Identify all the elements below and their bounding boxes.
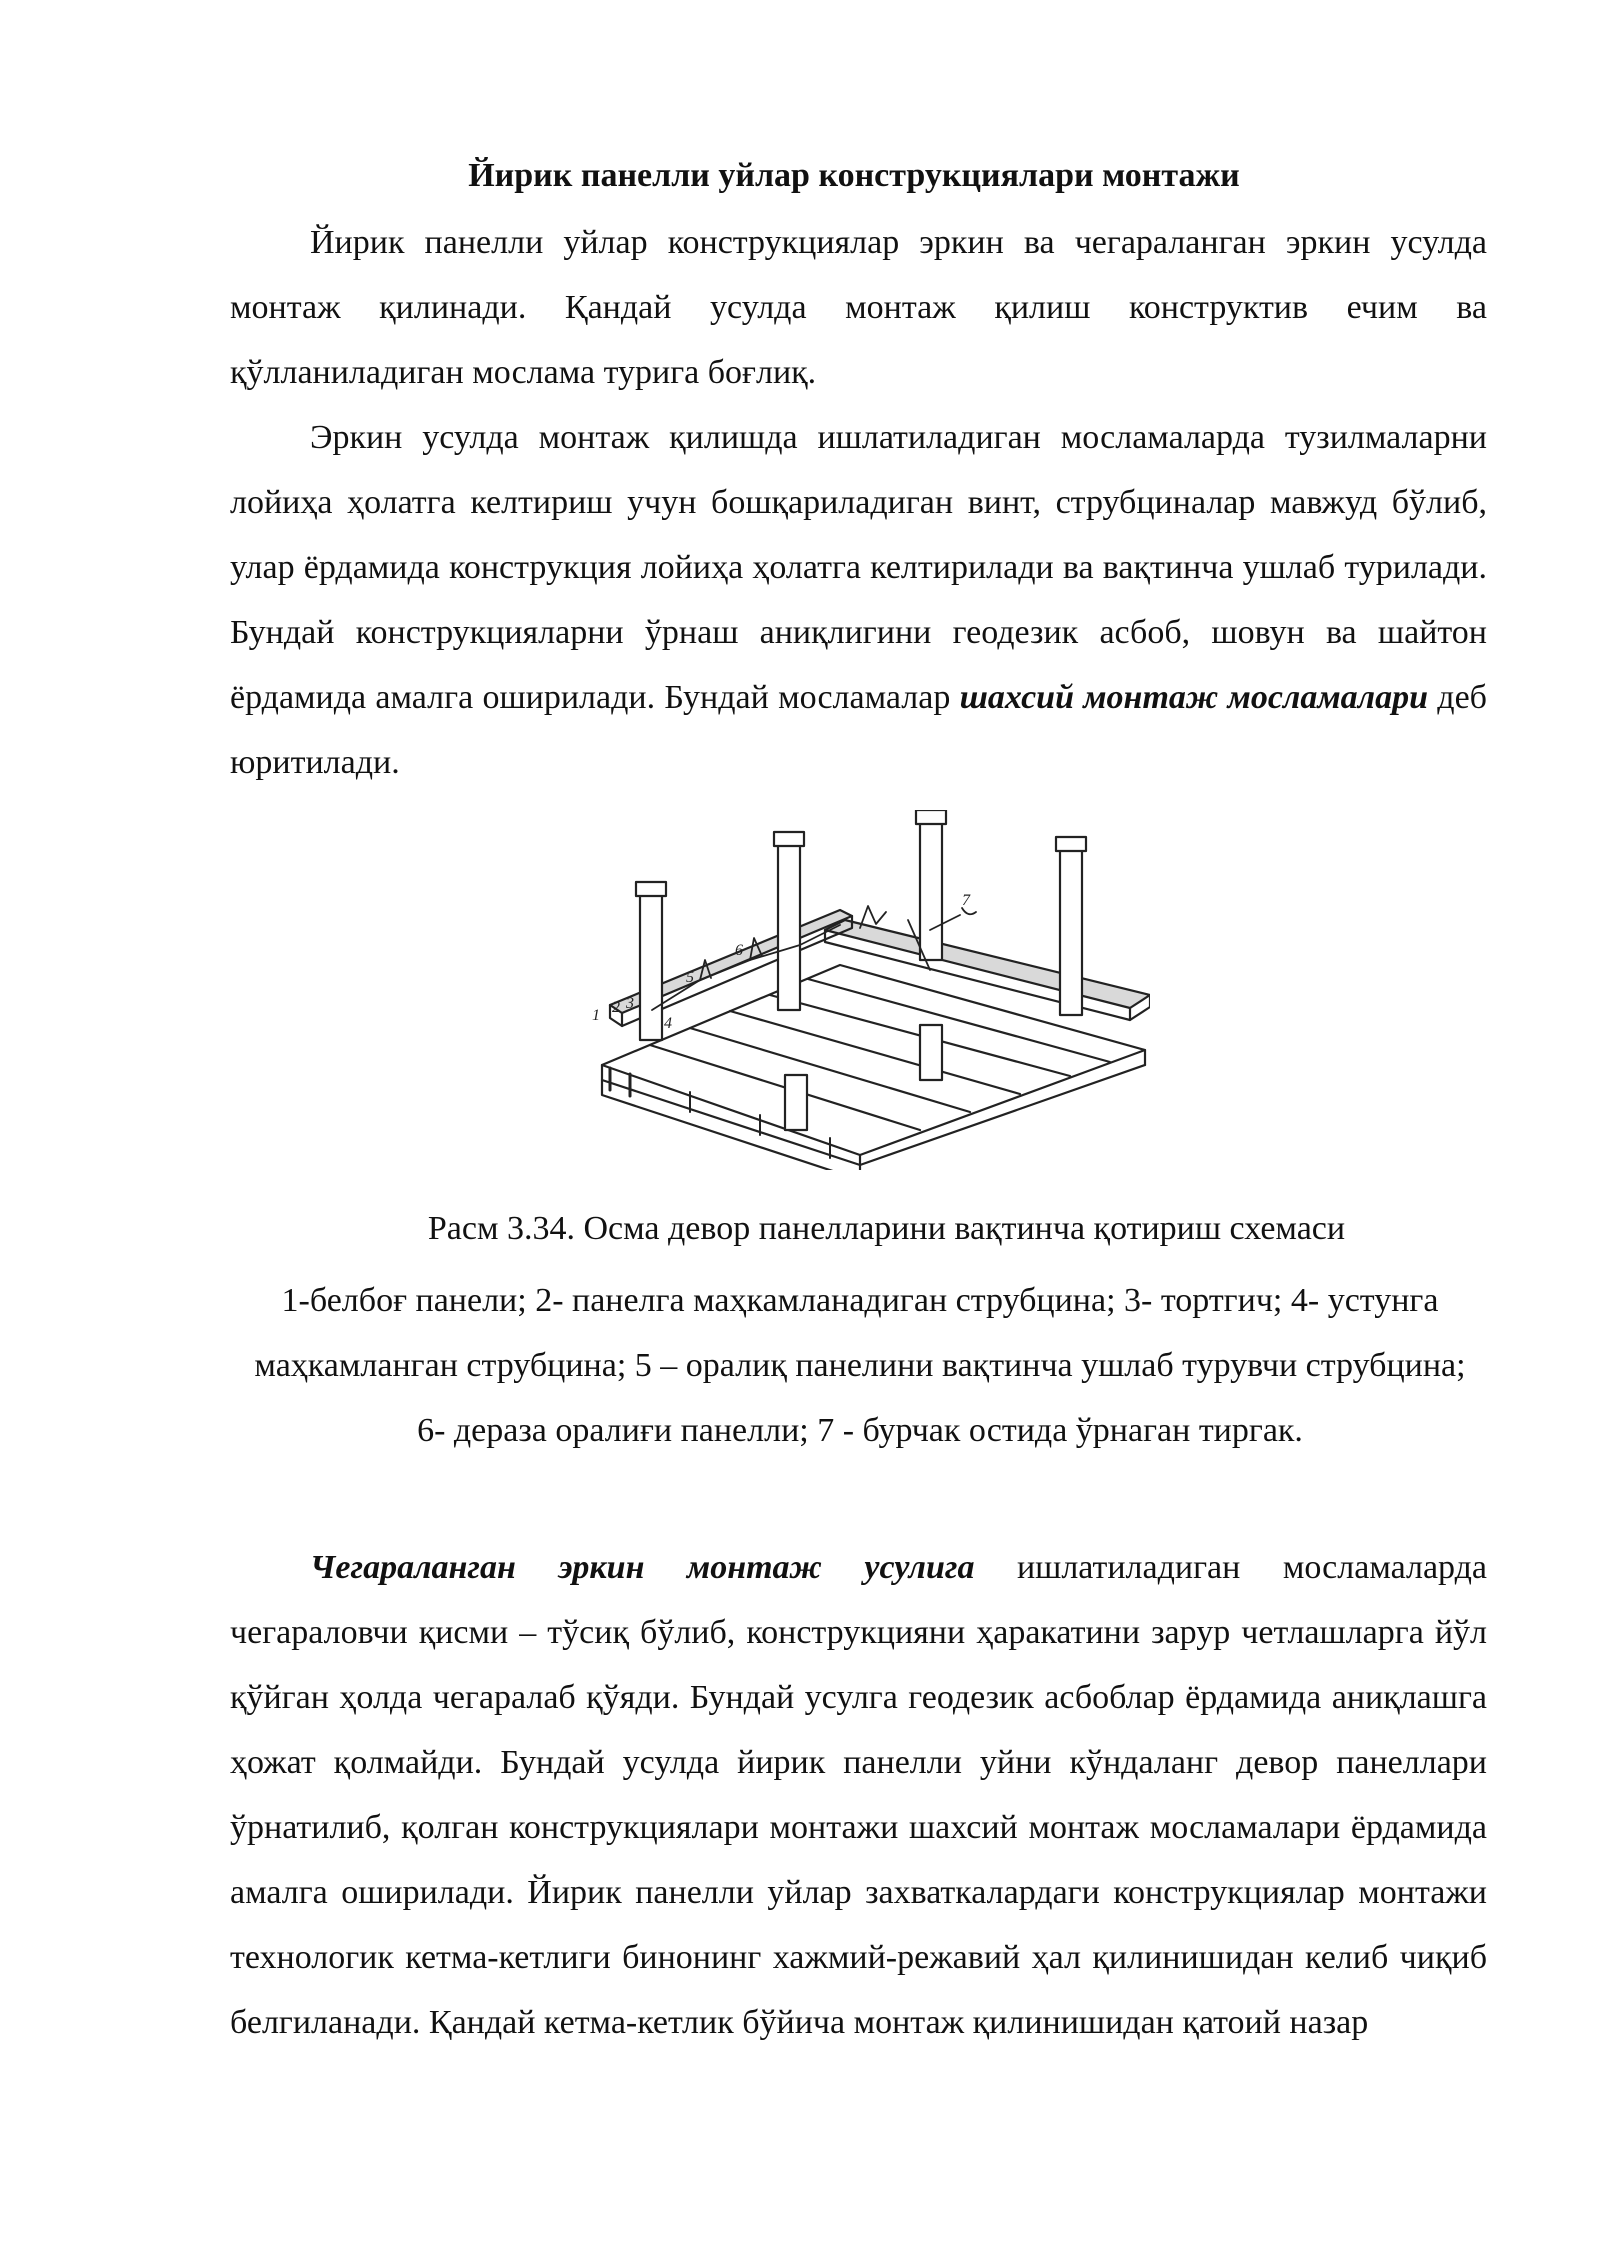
paragraph-3-emphasis: Чегараланган эркин монтаж усулига xyxy=(310,1549,975,1586)
paragraph-2-emphasis: шахсий монтаж мосламалари xyxy=(959,679,1429,716)
page-title: Йирик панелли уйлар конструкциялари монтажи xyxy=(468,157,1240,194)
figure-caption-legend: 1-белбоғ панели; 2- панелга маҳкамланадиган струбцина; 3- тортгич; 4- устунга маҳкамланган струбцина; 5 – оралиқ панелини вақтинча ушлаб турувчи струбцина; 6- дераза оралиғи панелли; 7 - бурчак остида ўрнаган тиргак. xyxy=(254,1282,1466,1449)
figure-label-1: 1 xyxy=(592,1007,600,1024)
paragraph-3 xyxy=(230,1535,1487,2055)
figure-label-7: 7 xyxy=(962,892,970,909)
paragraph-2-text-before: Эркин усулда монтаж қилишда ишлатиладиган мосламаларда тузилмаларни лойиҳа ҳолатга келтириш учун бошқариладиган винт, струбциналар мавжуд бўлиб, улар ёрдамида конструкция лойиҳа ҳолатга келтирилади ва вақтинча ушлаб турилади. Бундай конструкцияларни ўрнаш аниқлигини геодезик асбоб, шовун ва шайтон ёрдамида амалга оширилади. Бундай мосламалар xyxy=(230,419,1487,716)
figure-label-6: 6 xyxy=(735,942,743,959)
figure-label-3: 3 xyxy=(626,995,634,1012)
figure-label-5: 5 xyxy=(686,969,694,986)
figure-label-4: 4 xyxy=(664,1015,672,1032)
figure-panel-fixing-scheme xyxy=(590,810,1150,1170)
paragraph-1: Йирик панелли уйлар конструкциялар эркин ва чегараланган эркин усулда монтаж қилинади. Қандай усулда монтаж қилиш конструктив ечим ва қўлланиладиган мослама турига боғлиқ. xyxy=(230,224,1487,391)
figure-caption-title: Расм 3.34. Осма девор панелларини вақтинча қотириш схемаси xyxy=(427,1210,1346,1247)
paragraph-2-text-after: деб юритилади. xyxy=(230,679,1487,781)
figure-label-2: 2 xyxy=(612,999,620,1016)
figure-drawing xyxy=(590,810,1150,1170)
paragraph-2 xyxy=(230,405,1487,795)
paragraph-3-text-after: ишлатиладиган мосламаларда чегараловчи қисми – тўсиқ бўлиб, конструкцияни ҳаракатини зарур четлашларга йўл қўйган ҳолда чегаралаб қўяди. Бундай усулга геодезик асбоблар ёрдамида аниқлашга ҳожат қолмайди. Бундай усулда йирик панелли уйни кўндаланг девор панеллари ўрнатилиб, қолган конструкциялари монтажи шахсий монтаж мосламалари ёрдамида амалга оширилади. Йирик панелли уйлар захваткалардаги конструкциялар монтажи технологик кетма-кетлиги бинонинг хажмий-режавий ҳал қилинишидан келиб чиқиб белгиланади. Қандай кетма-кетлик бўйича монтаж қилинишидан қатоий назар xyxy=(230,1549,1488,2041)
